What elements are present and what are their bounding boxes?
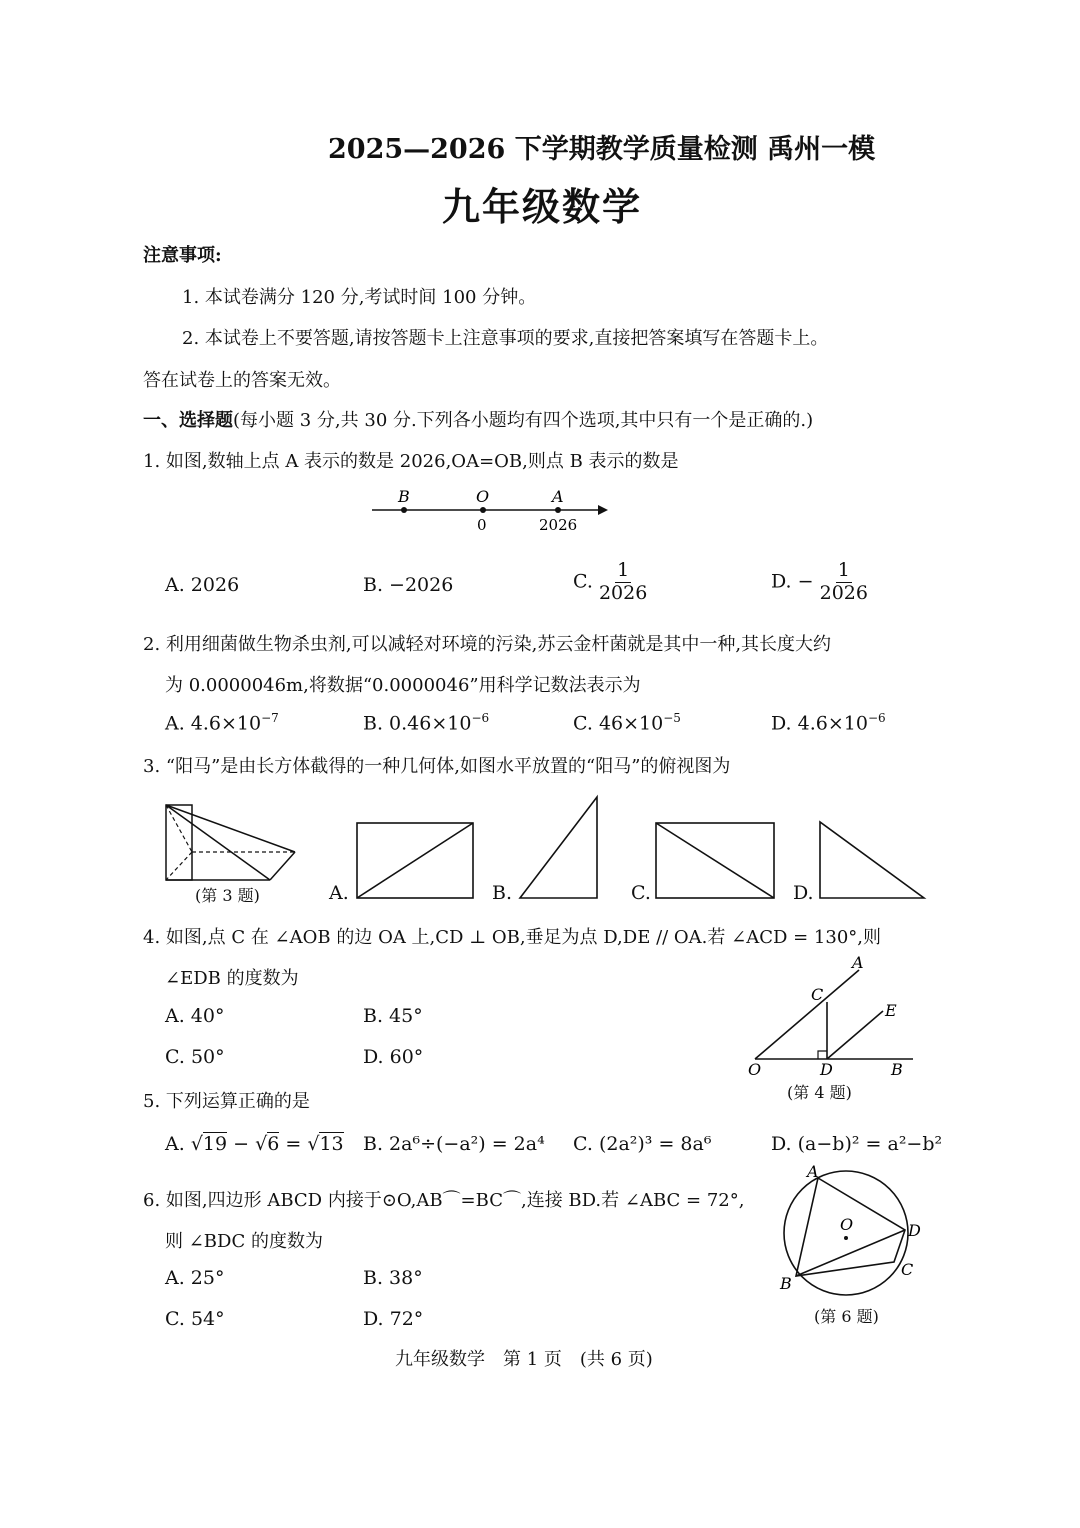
label-o: O [748,1060,762,1079]
q3-option-c[interactable]: C. [631,882,651,904]
q6-option-a[interactable]: A. 25° [165,1267,225,1289]
label-a: A [552,487,564,506]
exam-title: 2025—2026 下学期教学质量检测 禹州一模 [328,134,876,165]
question-4-line1: 4. 如图,点 C 在 ∠AOB 的边 OA 上,CD ⊥ OB,垂足为点 D,DE // OA.若 ∠ACD = 130°,则 [143,927,882,948]
label-a: A [852,953,864,972]
q1-option-d[interactable] [771,560,868,605]
q6-option-d[interactable]: D. 72° [363,1308,424,1330]
q1-option-c[interactable] [573,560,647,605]
q1-option-c-fraction: $\frac{1}{2026}$ [598,559,648,604]
q4-option-b[interactable]: B. 45° [363,1005,423,1027]
sqrt-19: √19 [190,1133,228,1155]
label-c: C [811,985,824,1004]
page-footer: 九年级数学 第 1 页 (共 6 页) [395,1349,653,1370]
section-heading [143,406,813,432]
q1-option-d-fraction: $\frac{1}{2026}$ [819,559,868,604]
tick-label-2026: 2026 [539,516,578,534]
label-b: B [891,1060,903,1079]
tick-label-0: 0 [477,516,487,534]
sqrt-13: √13 [307,1133,344,1155]
question-6-line2: 则 ∠BDC 的度数为 [165,1231,323,1252]
label-e: E [885,1001,897,1020]
question-4-line2: ∠EDB 的度数为 [165,968,299,989]
notes-item-2: 2. 本试卷上不要答题,请按答题卡上注意事项的要求,直接把答案填写在答题卡上。 [182,328,829,349]
q4-option-c[interactable]: C. 50° [165,1046,225,1068]
q2-option-c[interactable]: C. $46\times 10^{-5}$ [573,711,681,735]
q2-option-b[interactable]: B. $0.46\times 10^{-6}$ [363,711,490,735]
q1-option-a[interactable]: A. 2026 [165,574,240,596]
q4-caption: (第 4 题) [787,1083,852,1102]
sqrt-6: √6 [255,1133,280,1155]
notes-item-1: 1. 本试卷满分 120 分,考试时间 100 分钟。 [182,287,537,308]
notes-heading: 注意事项: [143,245,222,266]
question-5-stem: 5. 下列运算正确的是 [143,1091,310,1112]
q2-option-a[interactable]: A. $4.6\times 10^{-7}$ [165,711,279,735]
q6-option-b[interactable]: B. 38° [363,1267,423,1289]
label-b: B [780,1274,792,1293]
q3-option-b[interactable]: B. [492,882,513,904]
q1-option-b[interactable]: B. −2026 [363,574,454,596]
q6-option-c[interactable]: C. 54° [165,1308,225,1330]
q1-option-d-label: D. − [771,570,814,593]
point-a [555,507,561,513]
q4-option-d[interactable]: D. 60° [363,1046,424,1068]
q6-caption: (第 6 题) [814,1307,879,1326]
q5-option-a[interactable]: A. √19 − √6 = √13 [165,1133,344,1155]
question-1-stem: 1. 如图,数轴上点 A 表示的数是 2026,OA=OB,则点 B 表示的数是 [143,451,679,472]
q4-option-a[interactable]: A. 40° [165,1005,225,1027]
point-b [401,507,407,513]
q5-option-a-label: A. [165,1133,185,1155]
q1-option-c-label: C. [573,570,593,593]
q5-option-c[interactable]: C. (2a²)³ = 8a⁶ [573,1133,712,1155]
label-d: D [908,1221,921,1240]
q3-caption: (第 3 题) [195,886,260,905]
question-2-line2: 为 0.0000046m,将数据“0.0000046”用科学记数法表示为 [165,675,641,696]
section-title: 一、选择题 [143,410,233,431]
question-3-stem: 3. “阳马”是由长方体截得的一种几何体,如图水平放置的“阳马”的俯视图为 [143,756,731,777]
question-2-line1: 2. 利用细菌做生物杀虫剂,可以减轻对环境的污染,苏云金杆菌就是其中一种,其长度大约 [143,634,832,655]
label-d: D [820,1060,833,1079]
label-b: B [398,487,410,506]
q3-option-d[interactable]: D. [793,882,814,904]
q5-option-b[interactable]: B. 2a⁶÷(−a²) = 2a⁴ [363,1133,545,1155]
q5-option-d[interactable]: D. (a−b)² = a²−b² [771,1133,943,1155]
question-6-line1: 6. 如图,四边形 ABCD 内接于⊙O,AB⌒=BC⌒,连接 BD.若 ∠ABC = 72°, [143,1190,745,1211]
subject-title: 九年级数学 [442,184,643,229]
notes-item-2-cont: 答在试卷上的答案无效。 [143,370,341,391]
point-o [480,507,486,513]
section-instructions: (每小题 3 分,共 30 分.下列各小题均有四个选项,其中只有一个是正确的.) [233,410,814,431]
label-a: A [807,1162,819,1181]
q3-option-a[interactable]: A. [329,882,349,904]
label-c: C [901,1260,914,1279]
label-o: O [840,1215,854,1234]
label-o: O [476,487,490,506]
q2-option-d[interactable]: D. $4.6\times 10^{-6}$ [771,711,886,735]
